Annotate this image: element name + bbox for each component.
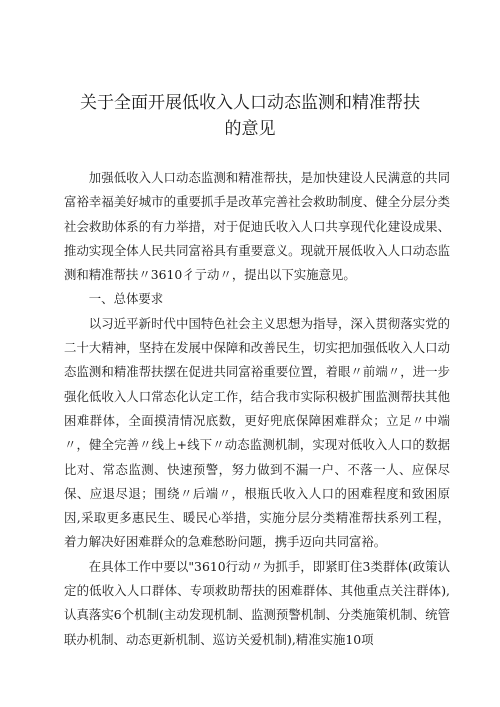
action-plan-paragraph: 在具体工作中要以"3610行动〃为抓手，即紧盯住3类群体(政策认定的低收入人口群体、专项救助帮扶的困难群体、其他重点关注群体),认真落实6个机制(主动发现机制、监测预警机制、分类施策机制、统管联办机制、动态更新机制、巡访关爱机制),精准实施10项 [64,558,450,647]
title-line-2: 的意见 [224,119,276,139]
document-title [40,90,460,142]
intro-paragraph: 加强低收入人口动态监测和精准帮扶，是加快建设人民满意的共同富裕幸福美好城市的重要抓手是改革完善社会救助制度、健全分层分类社会救助体系的有力举措，对于促迪氏收入人口共享现代化建设成果、推动实现全体人民共同富裕具有重要意义。现就开展低收入人口动态监测和精准帮扶〃3610彳亍动〃，提出以下实施意见。 [64,170,450,283]
guiding-principles-paragraph: 以习近平新时代中国特色社会主义思想为指导，深入贯彻落实党的二十大精神，坚持在发展中保障和改善民生，切实把加强低收入人口动态监测和精准帮扶摆在促进共同富裕重要位置，着眼〃前端〃，进一步强化低收入人口常态化认定工作，结合我市实际积极扩围监测帮扶其他困难群体，全面摸清情况底数，更好兜底保障困难群众；立足〃中端〃，健全完善〃线上+线下〃动态监测机制，实现对低收入人口的数据比对、常态监测、快速预警，努力做到不漏一户、不落一人、应保尽保、应退尽退；围绕〃后端〃，根瓶氏收入人口的困难程度和致困原因,采取更多惠民生、暖民心举措，实施分层分类精准帮扶系列工程，着力解决好困难群众的急难愁盼问题，携手迈向共同富裕。 [64,315,450,550]
section-heading: 一、总体要求 [88,291,164,307]
title-line-1: 关于全面开展低收入人口动态监测和精准帮扶 [80,93,420,113]
document-body [64,166,450,652]
